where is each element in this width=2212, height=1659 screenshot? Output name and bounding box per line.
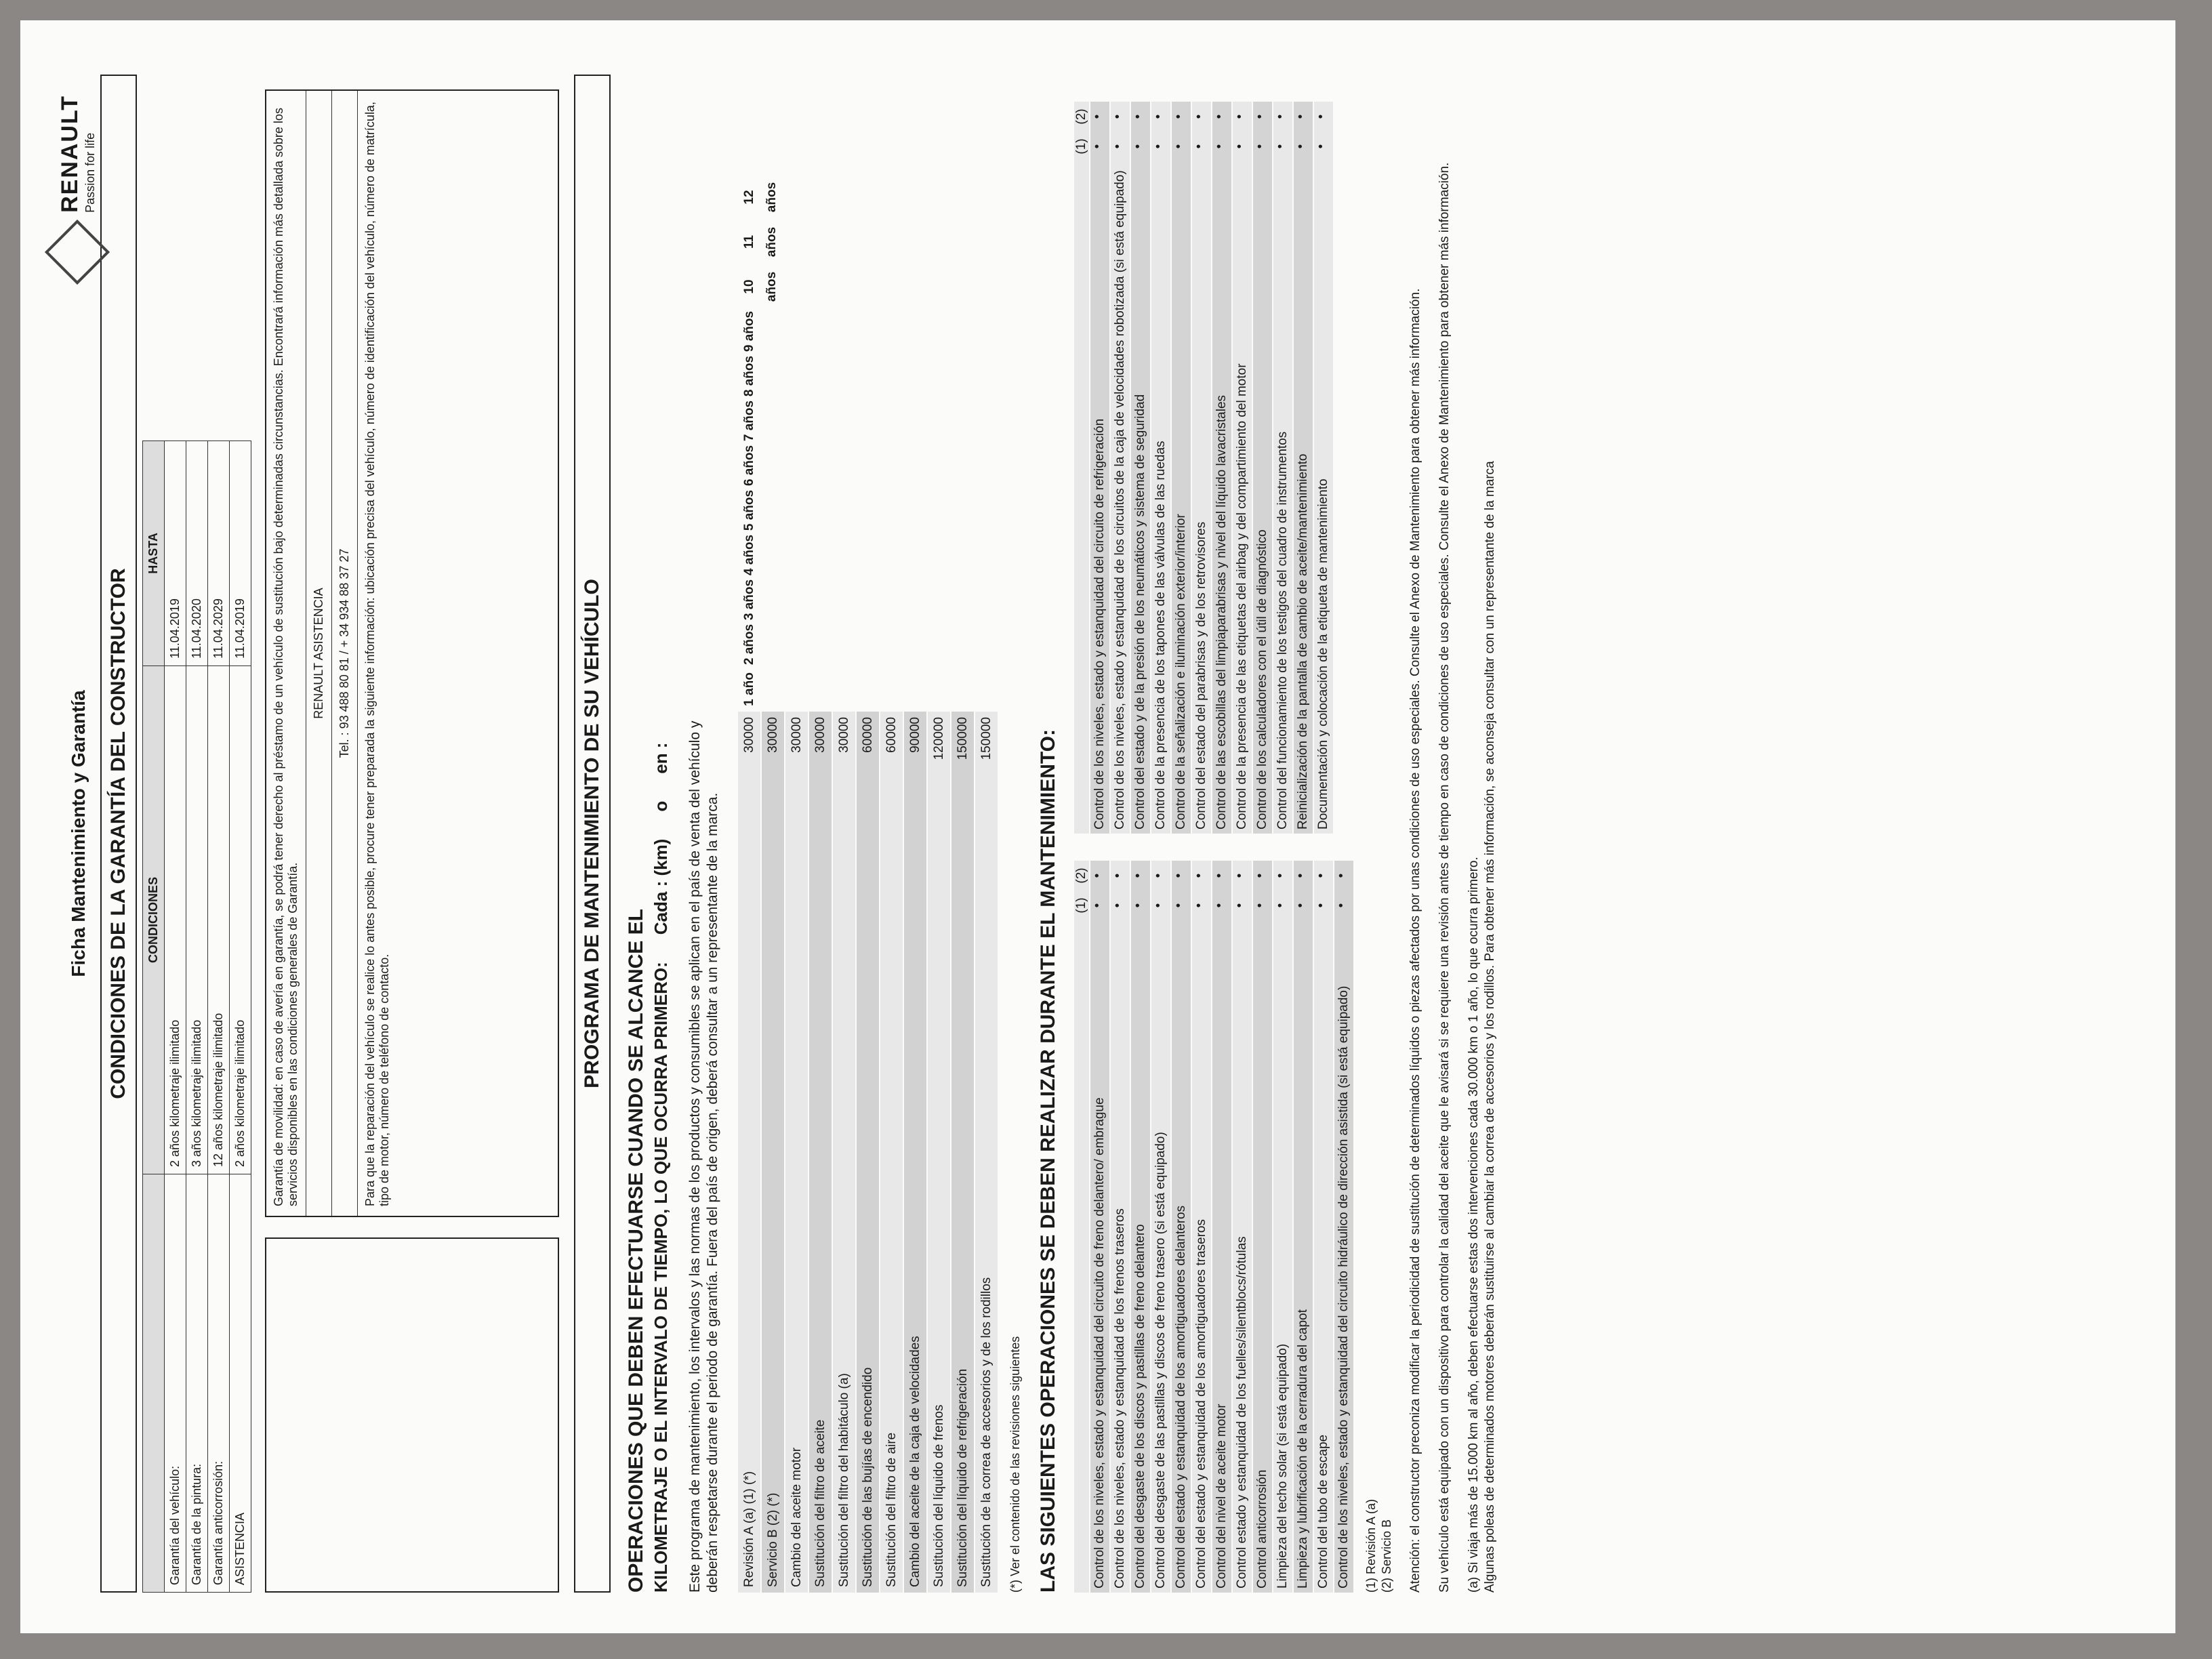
marker-2: •: [1253, 114, 1267, 119]
year-column: 5 años: [742, 489, 756, 531]
check-row: Control de los niveles, estado y estanquidad de los circuitos de la caja de velocidades robotizada (si está equipado) • •: [1111, 102, 1130, 834]
marker-2: •: [1212, 114, 1227, 119]
marker-1: •: [1212, 144, 1227, 149]
check-row: Limpieza del techo solar (si está equipado) • •: [1273, 861, 1292, 1593]
program-intro: Este programa de mantenimiento, los intervalos y las normas de los productos y consumibles se aplican en el país de venta del vehículo y deberán respetarse durante el periodo de garantía. Fuera del país de origen, deberá consultar a un representante de la marca.: [687, 720, 720, 1593]
marker-2: •: [1090, 873, 1105, 878]
table-row: ASISTENCIA 2 años kilometraje ilimitado 11.04.2019: [230, 441, 251, 1593]
check-row: Control de los niveles, estado y estanquidad de los frenos traseros • •: [1111, 861, 1130, 1593]
program-heading: OPERACIONES QUE DEBEN EFECTUARSE CUANDO SE ALCANCE EL KILOMETRAJE O EL INTERVALO DE TIEMPO, LO QUE OCURRA PRIMERO: Cada : (km) o en :: [625, 742, 671, 1593]
check-row: Control del desgaste de las pastillas y discos de freno trasero (si está equipado) • •: [1151, 861, 1170, 1593]
operation-row: Cambio del aceite de la caja de velocidades 90000: [904, 712, 926, 1593]
marker-1: •: [1273, 144, 1288, 149]
assistance-title: RENAULT ASISTENCIA: [306, 91, 332, 1216]
mobility-text: Garantía de movilidad: en caso de avería en garantía, se podrá tener derecho al préstamo de un vehículo de sustitución bajo determinadas circunstancias. Encontrará información más detallada sobre los servicios disponibles en las condiciones generales de Garantía.: [266, 91, 306, 1216]
marker-1: •: [1090, 903, 1105, 908]
marker-2: •: [1294, 114, 1308, 119]
schedule-note: (*) Ver el contenido de las revisiones siguientes: [1008, 1336, 1022, 1593]
year-column: 8 años: [742, 355, 756, 397]
legend-1: (1) Revisión A (a): [1364, 1498, 1378, 1593]
marker-1: •: [1131, 144, 1145, 149]
year-column: 7 años: [742, 400, 756, 442]
marker-2: •: [1192, 873, 1206, 878]
marker-2: •: [1192, 114, 1206, 119]
page-content: [47, 75, 1498, 1593]
marker-1: •: [1151, 903, 1166, 908]
year-column: 10 años: [742, 271, 779, 302]
operation-row: Sustitución del filtro de aceite 30000: [809, 712, 832, 1593]
marker-1: •: [1253, 144, 1267, 149]
marker-2: •: [1172, 873, 1186, 878]
checks-left: (1) (2) Control de los niveles, estado y estanquidad del circuito de freno delantero/ embrague • • Control de los niveles, estado y estanquidad de los frenos traseros • • Control del desgaste de los discos y pastillas de freno delantero • • Control del desgaste de las pastillas y discos de freno trasero (si está equipado) • • Control del estado y estanquidad de los amortiguadores delanteros • • Control del estado y estanquidad de los amortiguadores traseros • • Control del nivel de aceite motor • • Control estado y estanquidad de los fuelles/silentblocs/rótulas • • Control anticorrosión • • Limpieza del techo solar (si está equipado) • • Limpieza y lubrificación de la cerradura del capot • • Control del tubo de escape • • Control de los niveles, estado y estanquidad del circuito hidráulico de dirección asistida (si está equipado) • •: [1074, 861, 1355, 1593]
marker-2: •: [1233, 114, 1247, 119]
checks-right: (1) (2) Control de los niveles, estado y estanquidad del circuito de refrigeración • • Control de los niveles, estado y estanquidad de los circuitos de la caja de velocidades robotizada (si está equipado) • • Control del estado y de la presión de los neumáticos y sistema de seguridad • • Control de la presencia de los tapones de las válvulas de las ruedas • • Control de la señalización e iluminación exterior/interior • • Control del estado del parabrisas y de los retrovisores • • Control de las escobillas del limpiaparabrisas y nivel del líquido lavacristales • • Control de la presencia de las etiquetas del airbag y del compartimiento del motor • • Control de los calculadores con el útil de diagnóstico • • Control del funcionamiento de los testigos del cuadro de instrumentos • • Reinicialización de la pantalla de cambio de aceite/mantenimiento • • Documentación y colocación de la etiqueta de mantenimiento • •: [1074, 102, 1355, 834]
check-row: Control de los niveles, estado y estanquidad del circuito de refrigeración • •: [1090, 102, 1109, 834]
footer: Atención: el constructor preconiza modificar la periodicidad de sustitución de determinados líquidos o piezas afectados por unas condiciones de uso especiales. Consulte el Anexo de Mantenimiento para obtener más información. Su vehículo está equipado con un dispositivo para controlar la calidad del aceite que le avisará si se requiere una revisión antes de tiempo en caso de condiciones de uso especiales. Consulte el Anexo de Mantenimiento para obtener más información. (a) Si viaja más de 15.000 km al año, deben efectuarse estas dos intervenciones cada 30.000 km o 1 año, lo que ocurra primero. Algunas poleas de determinados motores deberán sustituirse al cambiar la correa de accesorios y los rodillos. Para obtener más información, se aconseja consultar con un representante de la marca: [1408, 162, 1497, 1593]
marker-1: •: [1273, 903, 1288, 908]
col-until: HASTA: [143, 441, 165, 666]
check-row: Control del nivel de aceite motor • •: [1212, 861, 1231, 1593]
check-row: Control del estado y estanquidad de los amortiguadores traseros • •: [1192, 861, 1211, 1593]
legend-2: (2) Servicio B: [1380, 1519, 1393, 1593]
operation-row: Sustitución de las bujías de encendido 60000: [857, 712, 879, 1593]
operation-row: Sustitución del líquido de refrigeración 150000: [951, 712, 974, 1593]
check-row: Control de la presencia de los tapones de las válvulas de las ruedas • •: [1151, 102, 1170, 834]
marker-1: •: [1334, 903, 1349, 908]
check-row: Control de las escobillas del limpiaparabrisas y nivel del líquido lavacristales • •: [1212, 102, 1231, 834]
program-section-title: PROGRAMA DE MANTENIMIENTO DE SU VEHÍCULO: [574, 75, 611, 1593]
marker-2: •: [1314, 114, 1328, 119]
check-row: Control del desgaste de los discos y pastillas de freno delantero • •: [1131, 861, 1150, 1593]
marker-1: •: [1314, 144, 1328, 149]
year-column: 2 años: [742, 623, 756, 665]
check-row: Limpieza y lubrificación de la cerradura del capot • •: [1294, 861, 1313, 1593]
marker-2: •: [1273, 114, 1288, 119]
marker-2: •: [1090, 114, 1105, 119]
renault-diamond-icon: [45, 220, 110, 285]
marker-1: •: [1172, 903, 1186, 908]
marker-1: •: [1111, 144, 1125, 149]
marker-1: •: [1151, 144, 1166, 149]
table-row: Garantía del vehículo: 2 años kilometraje ilimitado 11.04.2019: [165, 441, 186, 1593]
marker-2: •: [1172, 114, 1186, 119]
check-row: Control de los niveles, estado y estanquidad del circuito hidráulico de dirección asistida (si está equipado) • •: [1334, 861, 1353, 1593]
marker-2: •: [1253, 873, 1267, 878]
rotated-page: [20, 20, 2175, 1633]
marker-2: •: [1294, 873, 1308, 878]
brand-name: RENAULT: [57, 95, 83, 213]
marker-2: •: [1151, 114, 1166, 119]
operations-list: [738, 712, 999, 1593]
year-column: 4 años: [742, 534, 756, 576]
operation-row: Cambio del aceite motor 30000: [785, 712, 808, 1593]
year-column: 9 años: [742, 310, 756, 352]
assistance-phone: Tel. : 93 488 80 81 / + 34 934 88 37 27: [332, 91, 358, 1216]
year-column: 3 años: [742, 579, 756, 621]
marker-1: •: [1192, 144, 1206, 149]
stamp-box: [265, 1237, 559, 1593]
marker-2: •: [1314, 873, 1328, 878]
checks-heading: LAS SIGUIENTES OPERACIONES SE DEBEN REALIZAR DURANTE EL MANTENIMIENTO:: [1037, 729, 1059, 1593]
repair-text: Para que la reparación del vehículo se realice lo antes posible, procure tener preparada la siguiente información: ubicación precisa del vehículo, número de identificación del vehículo, número de matrícula, tipo de motor, número de teléfono de contacto.: [363, 102, 391, 1206]
operation-row: Sustitución del filtro de aire 60000: [880, 712, 903, 1593]
operation-row: Revisión A (a) (1) (*) 30000: [738, 712, 760, 1593]
marker-2: •: [1131, 114, 1145, 119]
marker-2: •: [1334, 873, 1349, 878]
marker-1: •: [1233, 903, 1247, 908]
check-row: Control del estado del parabrisas y de los retrovisores • •: [1192, 102, 1211, 834]
check-row: Control de la señalización e iluminación exterior/interior • •: [1172, 102, 1191, 834]
table-row: Garantía anticorrosión: 12 años kilometraje ilimitado 11.04.2029: [208, 441, 230, 1593]
operation-row: Sustitución del filtro del habitáculo (a) 30000: [833, 712, 855, 1593]
marker-2: •: [1233, 873, 1247, 878]
document-sheet: [20, 20, 2175, 1633]
brand-tagline: Passion for life: [83, 132, 97, 213]
check-row: Control estado y estanquidad de los fuelles/silentblocs/rótulas • •: [1233, 861, 1252, 1593]
marker-1: •: [1172, 144, 1186, 149]
marker-1: •: [1111, 903, 1125, 908]
marker-2: •: [1212, 873, 1227, 878]
marker-2: •: [1111, 873, 1125, 878]
assistance-box: [265, 89, 559, 1217]
marker-2: •: [1111, 114, 1125, 119]
check-row: Reinicialización de la pantalla de cambio de aceite/mantenimiento • •: [1294, 102, 1313, 834]
year-column: 11 años: [742, 226, 779, 258]
marker-2: •: [1273, 873, 1288, 878]
warranty-table: [142, 441, 251, 1593]
check-row: Documentación y colocación de la etiqueta de mantenimiento • •: [1314, 102, 1333, 834]
marker-1: •: [1192, 903, 1206, 908]
check-row: Control del tubo de escape • •: [1314, 861, 1333, 1593]
operation-row: Sustitución del líquido de frenos 120000: [928, 712, 950, 1593]
marker-1: •: [1314, 903, 1328, 908]
marker-1: •: [1131, 903, 1145, 908]
schedule: [738, 75, 999, 1593]
check-row: Control de los niveles, estado y estanquidad del circuito de freno delantero/ embrague • •: [1090, 861, 1109, 1593]
check-row: Control del estado y estanquidad de los amortiguadores delanteros • •: [1172, 861, 1191, 1593]
year-column: 6 años: [742, 445, 756, 487]
years-grid: [738, 175, 999, 712]
year-column: 1 año: [742, 672, 756, 706]
operation-row: Servicio B (2) (*) 30000: [762, 712, 784, 1593]
marker-1: •: [1233, 144, 1247, 149]
col-conditions: CONDICIONES: [143, 665, 165, 1174]
document-title: Ficha Mantenimiento y Garantía: [68, 690, 89, 977]
marker-1: •: [1253, 903, 1267, 908]
marker-2: •: [1131, 873, 1145, 878]
warranty-section-title: CONDICIONES DE LA GARANTÍA DEL CONSTRUCTOR: [100, 75, 137, 1593]
check-row: Control de los calculadores con el útil de diagnóstico • •: [1253, 102, 1272, 834]
operation-row: Sustitución de la correa de accesorios y de los rodillos 150000: [975, 712, 998, 1593]
check-row: Control del funcionamiento de los testigos del cuadro de instrumentos • •: [1273, 102, 1292, 834]
year-column: 12 años: [742, 182, 779, 213]
check-row: Control de la presencia de las etiquetas del airbag y del compartimiento del motor • •: [1233, 102, 1252, 834]
marker-1: •: [1294, 903, 1308, 908]
table-row: Garantía de la pintura: 3 años kilometraje ilimitado 11.04.2020: [186, 441, 208, 1593]
check-row: Control anticorrosión • •: [1253, 861, 1272, 1593]
marker-1: •: [1212, 903, 1227, 908]
check-row: Control del estado y de la presión de los neumáticos y sistema de seguridad • •: [1131, 102, 1150, 834]
marker-2: •: [1151, 873, 1166, 878]
renault-logo: [47, 95, 107, 282]
marker-1: •: [1294, 144, 1308, 149]
marker-1: •: [1090, 144, 1105, 149]
